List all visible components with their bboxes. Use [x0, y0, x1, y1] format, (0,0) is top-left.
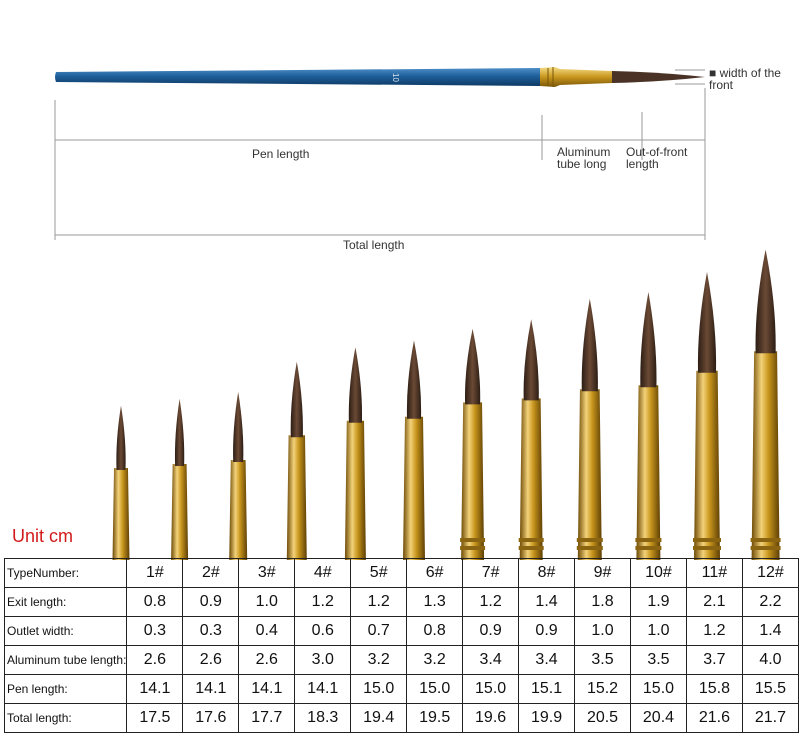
ferrule [461, 402, 484, 560]
row-label: Outlet width: [5, 617, 127, 646]
table-row [5, 675, 799, 704]
row-label: Aluminum tube length: [5, 646, 127, 675]
table-cell: 1.2 [295, 588, 351, 617]
table-cell: 0.9 [463, 617, 519, 646]
ferrule-ring [635, 546, 661, 550]
row-label: Exit length: [5, 588, 127, 617]
table-cell: 14.1 [295, 675, 351, 704]
brush-head-3# [229, 392, 247, 560]
table-cell: 0.8 [407, 617, 463, 646]
brush-head-2# [171, 399, 188, 560]
table-cell: 15.0 [351, 675, 407, 704]
table-cell: 2# [183, 559, 239, 588]
table-cell: 10# [630, 559, 686, 588]
table-cell: 19.5 [407, 704, 463, 733]
table-cell: 21.6 [686, 704, 742, 733]
table-cell: 3.2 [407, 646, 463, 675]
table-cell: 12# [742, 559, 798, 588]
table-cell: 14.1 [239, 675, 295, 704]
ferrule-ring [577, 538, 603, 542]
ferrule-ring [751, 538, 781, 542]
bristles [233, 392, 243, 462]
row-label: Total length: [5, 704, 127, 733]
table-cell: 4.0 [742, 646, 798, 675]
table-row [5, 646, 799, 675]
table-cell: 19.6 [463, 704, 519, 733]
table-cell: 20.5 [575, 704, 631, 733]
ferrule [694, 371, 720, 560]
brush-ferrule [540, 67, 612, 87]
table-cell: 9# [575, 559, 631, 588]
table-row [5, 617, 799, 646]
brush-head-4# [287, 362, 307, 560]
brush-head-5# [345, 347, 366, 560]
table-cell: 17.5 [127, 704, 183, 733]
brush-handle [55, 68, 540, 86]
bristles [407, 340, 421, 418]
table-cell: 1.8 [575, 588, 631, 617]
ferrule-ring [693, 538, 721, 542]
ferrule-ring [519, 538, 544, 542]
table-cell: 15.2 [575, 675, 631, 704]
table-cell: 3.5 [630, 646, 686, 675]
table-cell: 1.2 [463, 588, 519, 617]
ferrule-ring [460, 546, 485, 550]
ferrule-ring [693, 546, 721, 550]
table-cell: 1.9 [630, 588, 686, 617]
ferrule [578, 389, 602, 560]
table-cell: 2.6 [183, 646, 239, 675]
brush-head-1# [113, 406, 130, 560]
table-cell: 3.0 [295, 646, 351, 675]
table-cell: 0.9 [519, 617, 575, 646]
table-cell: 15.8 [686, 675, 742, 704]
brush-head-12# [751, 250, 781, 560]
ferrule [403, 417, 425, 560]
table-cell: 20.4 [630, 704, 686, 733]
table-cell: 2.6 [239, 646, 295, 675]
ferrule-ring [519, 546, 544, 550]
table-cell: 3.7 [686, 646, 742, 675]
table-cell: 0.8 [127, 588, 183, 617]
table-cell: 0.4 [239, 617, 295, 646]
brush-head-8# [519, 319, 544, 560]
table-cell: 0.3 [127, 617, 183, 646]
table-cell: 19.9 [519, 704, 575, 733]
ferrule [113, 468, 130, 560]
table-cell: 2.1 [686, 588, 742, 617]
ferrule [752, 351, 780, 560]
table-cell: 1.0 [239, 588, 295, 617]
table-cell: 6# [407, 559, 463, 588]
table-cell: 1.2 [351, 588, 407, 617]
table-cell: 1.0 [575, 617, 631, 646]
table-cell: 0.7 [351, 617, 407, 646]
bristles [756, 250, 776, 354]
table-cell: 17.7 [239, 704, 295, 733]
row-label: Pen length: [5, 675, 127, 704]
ferrule [345, 421, 366, 560]
table-cell: 3.4 [463, 646, 519, 675]
table-cell: 0.6 [295, 617, 351, 646]
bristles [582, 299, 598, 391]
table-cell: 17.6 [183, 704, 239, 733]
brush-head-6# [403, 340, 425, 560]
table-row [5, 588, 799, 617]
row-label: TypeNumber: [5, 559, 127, 588]
bristles [465, 329, 480, 405]
bristles [698, 272, 716, 373]
table-cell: 15.1 [519, 675, 575, 704]
table-row [5, 559, 799, 588]
table-cell: 2.6 [127, 646, 183, 675]
ferrule [520, 398, 543, 560]
brush-head-11# [693, 272, 721, 560]
brush-sizes-row [0, 240, 799, 560]
brush-number-text: 10 [391, 73, 400, 82]
brush-head-10# [635, 292, 661, 560]
bristles [116, 406, 125, 470]
table-cell: 1# [127, 559, 183, 588]
width-of-front-label: ■ width of the front [709, 66, 781, 92]
table-cell: 1.3 [407, 588, 463, 617]
table-cell: 14.1 [183, 675, 239, 704]
bristles [349, 347, 362, 423]
table-cell: 0.9 [183, 588, 239, 617]
table-cell: 3.5 [575, 646, 631, 675]
table-cell: 15.0 [630, 675, 686, 704]
aluminum-tube-label: Aluminum tube long [557, 145, 611, 171]
table-cell: 21.7 [742, 704, 798, 733]
table-cell: 3.2 [351, 646, 407, 675]
brush-dimension-diagram [0, 0, 799, 260]
table-cell: 1.4 [742, 617, 798, 646]
table-cell: 1.0 [630, 617, 686, 646]
ferrule [636, 385, 660, 560]
table-cell: 14.1 [127, 675, 183, 704]
table-cell: 15.0 [463, 675, 519, 704]
table-cell: 15.0 [407, 675, 463, 704]
table-row [5, 704, 799, 733]
ferrule-ring [635, 538, 661, 542]
brush-head-9# [577, 299, 603, 560]
table-cell: 1.4 [519, 588, 575, 617]
bristles [640, 292, 656, 387]
ferrule-ring [751, 546, 781, 550]
table-cell: 8# [519, 559, 575, 588]
ferrule [229, 460, 247, 560]
spec-table [4, 558, 799, 733]
ferrule-ring [460, 538, 485, 542]
ferrule [287, 435, 307, 560]
pen-length-label: Pen length [252, 147, 310, 161]
out-of-front-label: Out-of-front length [626, 145, 688, 171]
table-cell: 2.2 [742, 588, 798, 617]
table-cell: 18.3 [295, 704, 351, 733]
table-cell: 11# [686, 559, 742, 588]
table-cell: 7# [463, 559, 519, 588]
table-cell: 3# [239, 559, 295, 588]
bristles [291, 362, 303, 438]
ferrule [171, 464, 188, 560]
table-cell: 5# [351, 559, 407, 588]
total-length-label: Total length [343, 238, 405, 252]
table-cell: 4# [295, 559, 351, 588]
table-cell: 3.4 [519, 646, 575, 675]
table-cell: 15.5 [742, 675, 798, 704]
brush-head-7# [460, 329, 485, 560]
bristles [175, 399, 184, 466]
ferrule-ring [577, 546, 603, 550]
bristles [524, 319, 539, 400]
table-cell: 1.2 [686, 617, 742, 646]
table-cell: 19.4 [351, 704, 407, 733]
table-cell: 0.3 [183, 617, 239, 646]
unit-label: Unit cm [12, 526, 74, 546]
brush-bristles [612, 71, 705, 83]
